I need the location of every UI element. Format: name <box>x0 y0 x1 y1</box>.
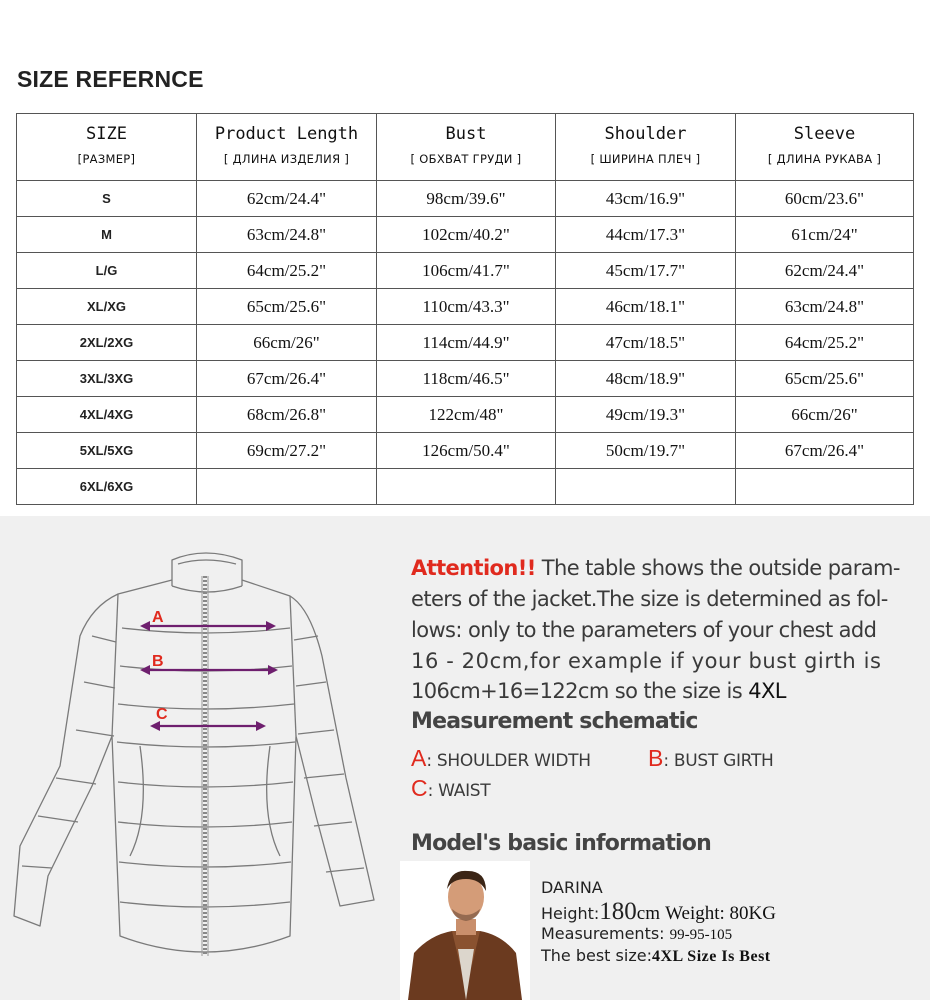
table-row <box>17 181 914 217</box>
length-cell: 63cm/24.8" <box>197 217 377 253</box>
shoulder-cell: 45cm/17.7" <box>556 253 736 289</box>
table-row <box>17 325 914 361</box>
attention-line-5: 106cm+16=122cm so the size is 4XL <box>411 679 786 703</box>
attention-line-4: 16 - 20cm,for example if your bust girth is <box>411 649 882 673</box>
shoulder-cell: 46cm/18.1" <box>556 289 736 325</box>
length-cell: 69cm/27.2" <box>197 433 377 469</box>
sleeve-cell: 62cm/24.4" <box>736 253 914 289</box>
sleeve-cell: 64cm/25.2" <box>736 325 914 361</box>
sleeve-cell: 65cm/25.6" <box>736 361 914 397</box>
legend-a: A: SHOULDER WIDTH <box>411 745 591 771</box>
col-header-sleeve: Sleeve [ ДЛИНА РУКАВА ] <box>736 114 914 181</box>
col-header-shoulder: Shoulder [ ШИРИНА ПЛЕЧ ] <box>556 114 736 181</box>
table-row <box>17 253 914 289</box>
size-cell: 3XL/3XG <box>17 361 197 397</box>
sleeve-cell <box>736 469 914 505</box>
sleeve-cell: 60cm/23.6" <box>736 181 914 217</box>
bust-cell: 110cm/43.3" <box>377 289 556 325</box>
size-cell: 5XL/5XG <box>17 433 197 469</box>
table-row <box>17 217 914 253</box>
length-cell: 67cm/26.4" <box>197 361 377 397</box>
shoulder-cell: 48cm/18.9" <box>556 361 736 397</box>
shoulder-cell: 44cm/17.3" <box>556 217 736 253</box>
size-table <box>16 113 914 505</box>
jacket-diagram <box>0 516 400 1000</box>
table-row <box>17 397 914 433</box>
sleeve-cell: 66cm/26" <box>736 397 914 433</box>
col-header-product-length: Product Length [ ДЛИНА ИЗДЕЛИЯ ] <box>197 114 377 181</box>
model-best-size: The best size:4XL Size Is Best <box>541 946 771 965</box>
table-row <box>17 289 914 325</box>
model-heading: Model's basic information <box>411 831 711 856</box>
table-header-row <box>17 114 914 181</box>
attention-line-1: Attention!! The table shows the outside param- <box>411 556 900 580</box>
length-cell: 64cm/25.2" <box>197 253 377 289</box>
length-cell: 62cm/24.4" <box>197 181 377 217</box>
table-row <box>17 433 914 469</box>
length-cell: 68cm/26.8" <box>197 397 377 433</box>
model-name: DARINA <box>541 878 603 897</box>
bust-cell: 126cm/50.4" <box>377 433 556 469</box>
schematic-heading: Measurement schematic <box>411 709 698 734</box>
label-b: B <box>152 653 164 670</box>
size-cell: 6XL/6XG <box>17 469 197 505</box>
bust-cell: 118cm/46.5" <box>377 361 556 397</box>
page-title: SIZE REFERNCE <box>17 66 204 92</box>
legend-b: B: BUST GIRTH <box>648 745 774 771</box>
bust-cell: 106cm/41.7" <box>377 253 556 289</box>
model-photo <box>400 861 530 1000</box>
shoulder-cell <box>556 469 736 505</box>
col-header-bust: Bust [ ОБХВАТ ГРУДИ ] <box>377 114 556 181</box>
shoulder-cell: 43cm/16.9" <box>556 181 736 217</box>
attention-label: Attention!! <box>411 556 536 580</box>
length-cell <box>197 469 377 505</box>
size-cell: M <box>17 217 197 253</box>
size-cell: L/G <box>17 253 197 289</box>
info-panel <box>0 516 930 1000</box>
size-cell: 4XL/4XG <box>17 397 197 433</box>
size-cell: 2XL/2XG <box>17 325 197 361</box>
size-cell: XL/XG <box>17 289 197 325</box>
sleeve-cell: 61cm/24" <box>736 217 914 253</box>
legend-c: C: WAIST <box>411 775 491 801</box>
table-row <box>17 469 914 505</box>
attention-line-3: lows: only to the parameters of your chest add <box>411 618 877 642</box>
length-cell: 66cm/26" <box>197 325 377 361</box>
bust-cell: 98cm/39.6" <box>377 181 556 217</box>
size-cell: S <box>17 181 197 217</box>
col-header-size: SIZE [РАЗМЕР] <box>17 114 197 181</box>
bust-cell <box>377 469 556 505</box>
length-cell: 65cm/25.6" <box>197 289 377 325</box>
bust-cell: 102cm/40.2" <box>377 217 556 253</box>
sleeve-cell: 63cm/24.8" <box>736 289 914 325</box>
label-a: A <box>152 609 164 626</box>
sleeve-cell: 67cm/26.4" <box>736 433 914 469</box>
shoulder-cell: 47cm/18.5" <box>556 325 736 361</box>
model-height-weight: Height:180cm Weight: 80KG <box>541 898 776 925</box>
shoulder-cell: 50cm/19.7" <box>556 433 736 469</box>
table-row <box>17 361 914 397</box>
attention-line-2: eters of the jacket.The size is determined as fol- <box>411 587 888 611</box>
bust-cell: 114cm/44.9" <box>377 325 556 361</box>
shoulder-cell: 49cm/19.3" <box>556 397 736 433</box>
label-c: C <box>156 706 168 723</box>
bust-cell: 122cm/48" <box>377 397 556 433</box>
model-measurements: Measurements: 99-95-105 <box>541 924 733 943</box>
